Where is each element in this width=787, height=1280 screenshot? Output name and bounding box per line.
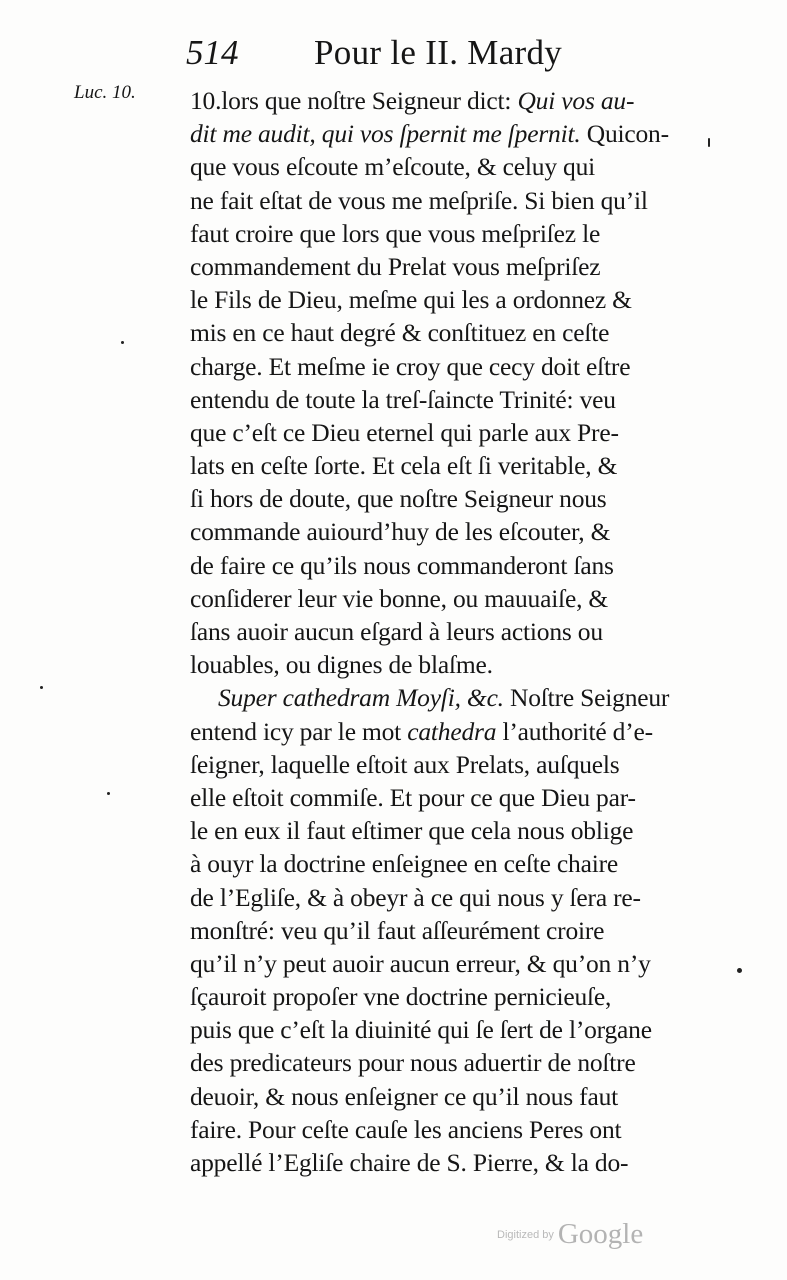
text-line <box>190 847 700 880</box>
italic-text-segment: cathedra <box>407 716 497 746</box>
text-line <box>190 881 700 914</box>
text-line <box>190 84 700 117</box>
text-segment: faut croire que lors que vous meſpriſez le <box>190 218 601 248</box>
text-segment: louables, ou dignes de blaſme. <box>190 650 493 680</box>
ink-speck <box>737 968 742 973</box>
text-segment: ſeigner, laquelle eſtoit aux Prelats, auſquels <box>190 749 620 779</box>
text-segment: conſiderer leur vie bonne, ou mauuaiſe, & <box>190 583 609 613</box>
text-segment: qu’il n’y peut auoir aucun erreur, & qu’on n’y <box>190 948 651 978</box>
text-line <box>190 980 700 1013</box>
text-segment: à ouyr la doctrine enſeignee en ceſte chaire <box>190 849 618 879</box>
text-segment: Noſtre Seigneur <box>503 683 670 713</box>
text-segment: ſçauroit propoſer vne doctrine pernicieuſe, <box>190 982 612 1012</box>
text-segment: puis que c’eſt la diuinité qui ſe ſert de l’organe <box>190 1015 652 1045</box>
text-segment: ſi hors de doute, que noſtre Seigneur nous <box>190 484 607 514</box>
running-header <box>186 30 626 76</box>
text-line <box>190 947 700 980</box>
page-number: 514 <box>186 33 239 72</box>
text-line <box>190 283 700 316</box>
text-segment: de l’Egliſe, & à obeyr à ce qui nous y ſera re- <box>190 882 641 912</box>
text-segment: de faire ce qu’ils nous commanderont ſans <box>190 550 614 580</box>
watermark-digitized-by: Digitized by <box>497 1228 554 1241</box>
text-line <box>190 250 700 283</box>
text-segment: deuoir, & nous enſeigner ce qu’il nous faut <box>190 1081 619 1111</box>
ink-speck <box>121 341 124 344</box>
text-line <box>190 582 700 615</box>
italic-text-segment: Qui vos au- <box>517 86 635 115</box>
text-segment: elle eſtoit commiſe. Et pour ce que Dieu par- <box>190 782 636 812</box>
italic-text-segment: dit me audit, qui vos ſpernit me ſpernit. <box>190 119 581 149</box>
text-line <box>190 648 700 681</box>
text-line <box>190 416 700 449</box>
text-segment: commande auiourd’huy de les eſcouter, & <box>190 517 611 547</box>
text-line <box>190 914 700 947</box>
running-title: Pour le II. Mardy <box>314 33 563 72</box>
text-segment: l’authorité d’e- <box>496 716 653 746</box>
text-line <box>190 781 700 814</box>
text-line <box>190 814 700 847</box>
text-segment: que c’eſt ce Dieu eternel qui parle aux Pre- <box>190 417 619 447</box>
text-segment: appellé l’Egliſe chaire de S. Pierre, & la do- <box>190 1148 629 1177</box>
text-line <box>190 715 700 748</box>
text-segment: charge. Et meſme ie croy que cecy doit eſtre <box>190 351 631 381</box>
ink-speck <box>708 138 710 147</box>
text-segment: mis en ce haut degré & conſtituez en ceſte <box>190 318 610 348</box>
italic-text-segment: Super cathedram Moyſi, &c. <box>218 683 504 713</box>
text-line <box>190 549 700 582</box>
text-line <box>190 150 700 183</box>
ink-speck <box>107 792 110 795</box>
text-segment: lats en ceſte ſorte. Et cela eſt ſi veritable, & <box>190 451 618 481</box>
text-segment: des predicateurs pour nous aduertir de noſtre <box>190 1048 636 1078</box>
watermark-google-logo: Google <box>557 1218 644 1250</box>
digitized-by-google-watermark <box>497 1218 643 1251</box>
margin-note-reference: Luc. 10. <box>74 82 136 103</box>
text-line <box>190 1046 700 1079</box>
text-line <box>190 681 700 714</box>
ink-speck <box>40 686 43 689</box>
text-line <box>190 316 700 349</box>
text-line <box>190 482 700 515</box>
text-line <box>190 350 700 383</box>
text-segment: entendu de toute la treſ-ſaincte Trinité: veu <box>190 384 616 414</box>
text-line <box>190 1013 700 1046</box>
text-line <box>190 515 700 548</box>
text-segment: commandement du Prelat vous meſpriſez <box>190 251 601 281</box>
text-segment: le Fils de Dieu, meſme qui les a ordonnez & <box>190 285 632 315</box>
text-line <box>190 1146 700 1179</box>
text-segment: ſans auoir aucun eſgard à leurs actions ou <box>190 617 603 646</box>
text-segment: faire. Pour ceſte cauſe les anciens Peres ont <box>190 1114 622 1144</box>
text-segment: ne fait eſtat de vous me meſpriſe. Si bien qu’il <box>190 185 648 215</box>
text-segment: entend icy par le mot <box>190 716 408 746</box>
text-line <box>190 449 700 482</box>
text-segment: que vous eſcoute m’eſcoute, & celuy qui <box>190 152 596 182</box>
text-line <box>190 615 700 648</box>
text-line <box>190 217 700 250</box>
text-segment: monſtré: veu qu’il faut aſſeurément croire <box>190 915 605 945</box>
body-text <box>190 84 700 1179</box>
text-line <box>190 117 700 150</box>
text-segment: le en eux il faut eſtimer que cela nous oblige <box>190 816 634 846</box>
text-segment: 10.lors que noſtre Seigneur dict: <box>190 86 518 115</box>
text-segment: Quicon- <box>580 119 669 149</box>
text-line <box>190 748 700 781</box>
text-line <box>190 1080 700 1113</box>
text-line <box>190 184 700 217</box>
text-line <box>190 1113 700 1146</box>
text-line <box>190 383 700 416</box>
